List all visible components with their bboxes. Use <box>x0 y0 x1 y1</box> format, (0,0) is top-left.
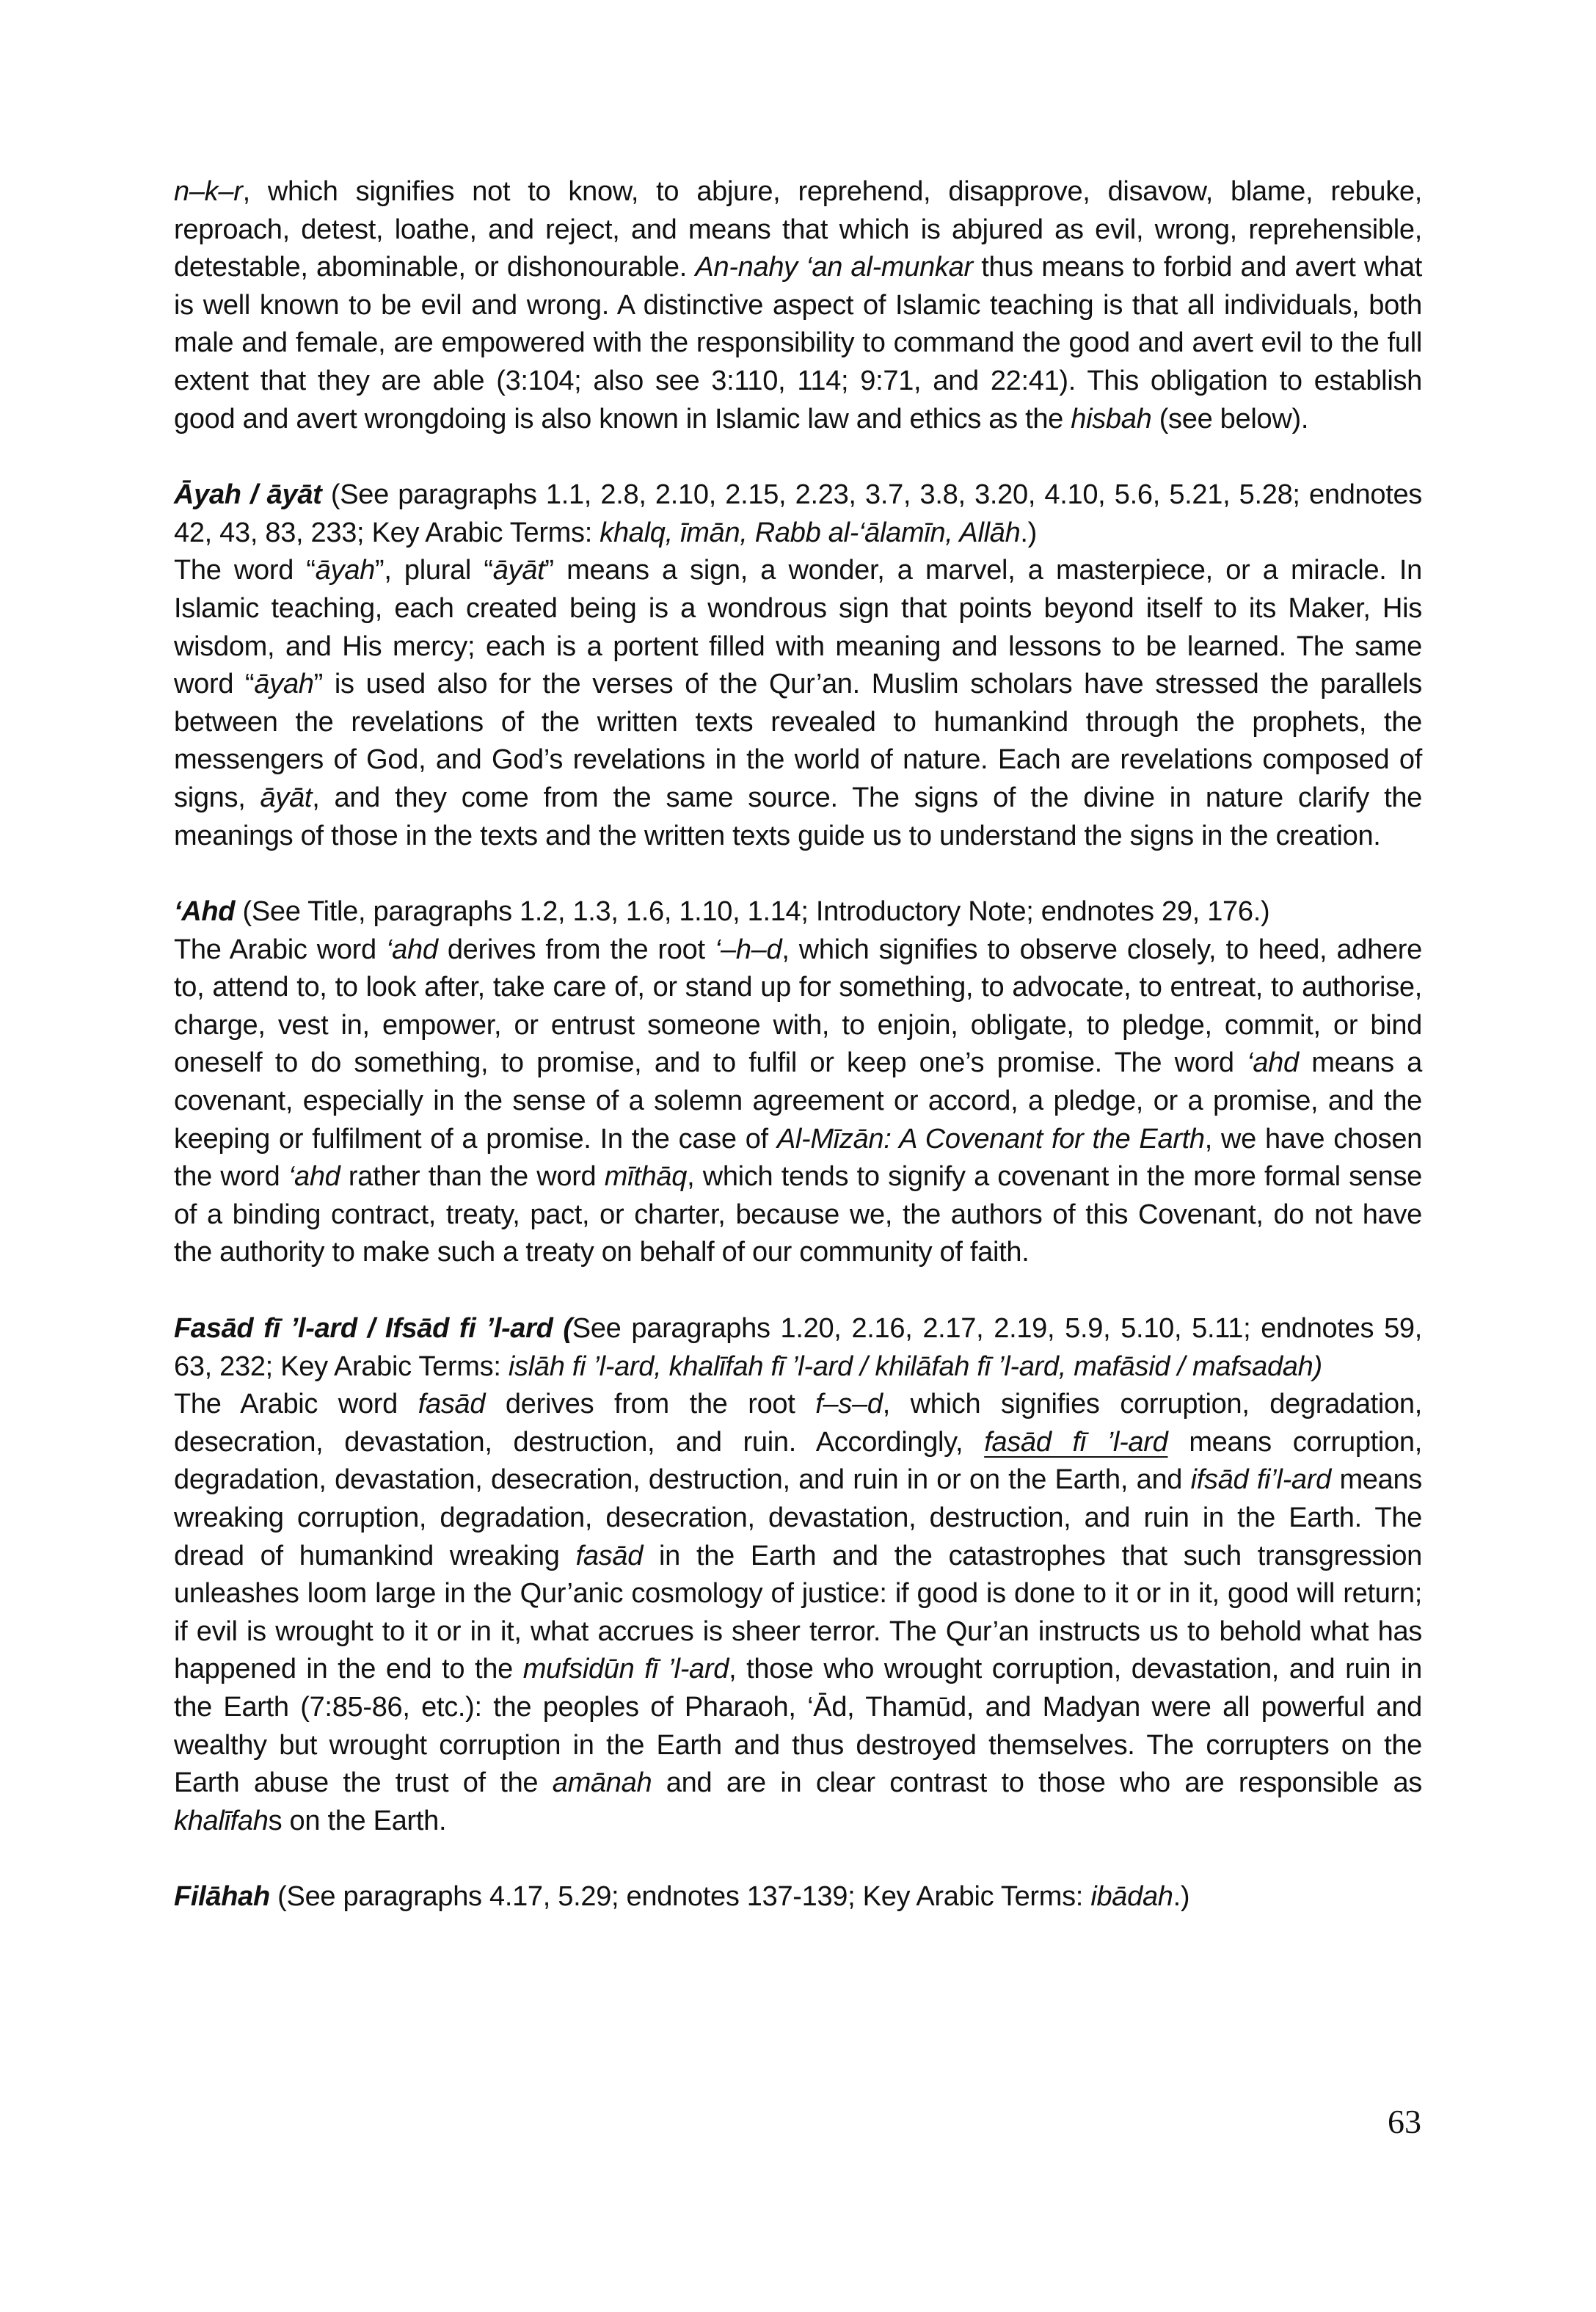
text-segment: ” is used also for the verses of the Qur’an. Muslim scholars have stressed the parallels between the revelations of the written texts revealed to humankind through the prophets, the messengers of God, and God’s revelations in the world of nature. Each are revelations composed of signs, <box>174 669 1422 813</box>
text-segment: āyah <box>315 555 375 586</box>
glossary-entry-heading <box>174 1878 1422 1916</box>
glossary-paragraph <box>174 173 1422 438</box>
text-segment: See paragraphs 1.20, 2.16, 2.17, 2.19, 5.9, 5.10, 5.11; endnotes 59, 63, 232; Key Arabic Terms: <box>174 1313 1422 1382</box>
text-segment: Fasād fī ’l-ard / Ifsād fi ’l-ard ( <box>174 1313 572 1345</box>
glossary-paragraph <box>174 931 1422 1272</box>
text-segment: derives from the root <box>485 1389 816 1420</box>
text-segment: ibādah <box>1090 1881 1173 1913</box>
text-segment: , which tends to signify a covenant in the more formal sense of a binding contract, treaty, pact, or charter, because we, the authors of this Covenant, do not have the authority to make such a treaty on behalf of our community of faith. <box>174 1161 1423 1268</box>
text-segment: ‘ahd <box>1247 1047 1299 1079</box>
text-segment: f–s–d <box>815 1389 883 1420</box>
text-segment: .) <box>1173 1881 1190 1913</box>
text-segment: and are in clear contrast to those who are responsible as <box>652 1767 1422 1799</box>
glossary-paragraph <box>174 552 1422 855</box>
text-segment: The Arabic word <box>174 1389 418 1420</box>
text-segment: s on the Earth. <box>268 1805 447 1836</box>
text-segment: fasād <box>418 1389 486 1420</box>
text-segment: Filāhah <box>174 1881 270 1913</box>
text-segment: khalīfah <box>174 1805 269 1836</box>
text-segment: hisbah <box>1071 403 1152 435</box>
text-segment: , which signifies not to know, to abjure, reprehend, disapprove, disavow, blame, rebuke, reproach, detest, loathe, and reject, and means that which is abjured as evil, wrong, reprehensible, detestable, abominable, or dishonourable. <box>174 176 1422 283</box>
page-number: 63 <box>1388 2103 1421 2140</box>
text-segment: n–k–r <box>174 176 243 207</box>
text-segment: āyah <box>254 669 314 700</box>
text-segment: ‘Ahd <box>174 896 236 928</box>
text-segment: mīthāq <box>604 1161 688 1193</box>
text-segment: (See Title, paragraphs 1.2, 1.3, 1.6, 1.10, 1.14; Introductory Note; endnotes 29, 176.) <box>235 896 1270 928</box>
text-segment: ”, plural “ <box>374 555 493 586</box>
text-segment: , which signifies corruption, degradation, desecration, devastation, destruction, and ruin. Accordingly, <box>174 1389 1422 1458</box>
text-segment: , which signifies to observe closely, to heed, adhere to, attend to, to look after, take care of, or stand up for something, to advocate, to entreat, to authorise, charge, vest in, empower, or entrust someone with, to enjoin, obligate, to pledge, commit, or bind oneself to do something, to promise, and to fulfil or keep one’s promise. The word <box>174 934 1422 1079</box>
text-segment: thus means to forbid and avert what is well known to be evil and wrong. A distinctive aspect of Islamic teaching is that all individuals, both male and female, are empowered with the responsibility to command the good and avert evil to the full extent that they are able (3:104; also see 3:110, 114; 9:71, and 22:41). This obligation to establish good and avert wrongdoing is also known in Islamic law and ethics as the <box>174 252 1422 435</box>
text-segment: An-nahy ‘an al-munkar <box>695 252 973 283</box>
text-segment: āyāt <box>492 555 545 586</box>
text-segment: rather than the word <box>340 1161 605 1193</box>
page-text <box>174 173 1422 1916</box>
text-segment: Āyah / āyāt <box>174 479 322 511</box>
text-segment: (See paragraphs 1.1, 2.8, 2.10, 2.15, 2.23, 3.7, 3.8, 3.20, 4.10, 5.6, 5.21, 5.28; endnotes 42, 43, 83, 233; Key Arabic Terms: <box>174 479 1422 548</box>
glossary-paragraph <box>174 1386 1422 1840</box>
text-segment: means corruption, degradation, devastation, desecration, destruction, and ruin in or on the Earth, and <box>174 1426 1422 1496</box>
text-segment: .) <box>1020 517 1038 548</box>
text-segment: mufsidūn fī ’l-ard <box>522 1654 729 1685</box>
text-segment: , we have chosen the word <box>174 1123 1422 1193</box>
glossary-entry-heading <box>174 893 1422 931</box>
text-segment: ifsād fi’l-ard <box>1190 1464 1331 1496</box>
text-segment: khalq, īmān, Rabb al-‘ālamīn, Allāh <box>600 517 1021 548</box>
text-segment: ‘–h–d <box>714 934 782 965</box>
text-segment: in the Earth and the catastrophes that such transgression unleashes loom large in the Qur’anic cosmology of justice: if good is done to it or in it, good will return; if evil is wrought to it or in it, what accrues is sheer terror. The Qur’an instructs us to behold what has happened in the end to the <box>174 1540 1422 1685</box>
text-segment: The word “ <box>174 555 316 586</box>
text-segment: , those who wrought corruption, devastation, and ruin in the Earth (7:85-86, etc.): the peoples of Pharaoh, ‘Ād, Thamūd, and Madyan were all powerful and wealthy but wrought corruption in the Earth and thus destroyed themselves. The corrupters on the Earth abuse the trust of the <box>174 1654 1423 1799</box>
text-segment: derives from the root <box>437 934 715 965</box>
text-segment: ‘ahd <box>386 934 438 965</box>
text-segment: ” means a sign, a wonder, a marvel, a masterpiece, or a miracle. In Islamic teaching, each created being is a wondrous sign that points beyond itself to its Maker, His wisdom, and His mercy; each is a portent filled with meaning and lessons to be learned. The same word “ <box>174 555 1422 700</box>
text-segment: fasād <box>575 1540 644 1571</box>
glossary-entry-heading <box>174 1310 1422 1386</box>
text-segment: ‘ahd <box>288 1161 340 1193</box>
glossary-entry-heading <box>174 476 1422 552</box>
text-segment: (See paragraphs 4.17, 5.29; endnotes 137-139; Key Arabic Terms: <box>269 1881 1091 1913</box>
text-segment: fasād fī ’l-ard <box>984 1426 1168 1458</box>
text-segment: (see below). <box>1151 403 1309 435</box>
text-segment: The Arabic word <box>174 934 387 965</box>
text-segment: islāh fi ’l-ard, khalīfah fī ’l-ard / khilāfah fī ’l-ard, mafāsid / mafsadah) <box>508 1351 1322 1382</box>
text-segment: Al-Mīzān: A Covenant for the Earth <box>776 1123 1205 1155</box>
text-segment: means a covenant, especially in the sense of a solemn agreement or accord, a pledge, or a promise, and the keeping or fulfilment of a promise. In the case of <box>174 1047 1423 1155</box>
text-segment: āyāt <box>260 782 313 813</box>
text-segment: , and they come from the same source. The signs of the divine in nature clarify the meanings of those in the texts and the written texts guide us to understand the signs in the creation. <box>174 782 1422 851</box>
text-segment: amānah <box>552 1767 652 1799</box>
text-segment: means wreaking corruption, degradation, desecration, devastation, destruction, and ruin in the Earth. The dread of humankind wreaking <box>174 1464 1422 1571</box>
